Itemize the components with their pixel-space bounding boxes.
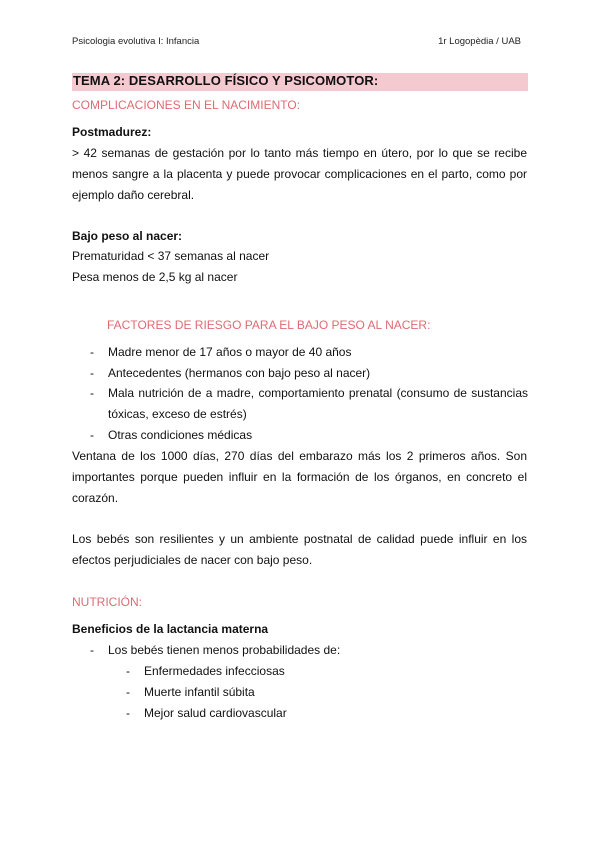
bajo-peso-heading: Bajo peso al nacer:	[72, 229, 183, 243]
bullet-dash: -	[90, 386, 94, 400]
postmadurez-heading: Postmadurez:	[72, 125, 152, 139]
factor-item: Antecedentes (hermanos con bajo peso al nacer)	[108, 366, 371, 380]
resilientes-line-2: efectos perjudiciales de nacer con bajo peso.	[72, 553, 313, 567]
bullet-dash: -	[90, 345, 94, 359]
header-course: Psicologia evolutiva I: Infancia	[72, 36, 200, 47]
sub-bullet-dash: -	[126, 664, 130, 678]
bajo-peso-line-2: Pesa menos de 2,5 kg al nacer	[72, 270, 238, 284]
sub-bullet-dash: -	[126, 685, 130, 699]
nutricion-item: Mejor salud cardiovascular	[144, 706, 287, 720]
nutricion-intro: Los bebés tienen menos probabilidades de:	[108, 643, 341, 657]
sub-bullet-dash: -	[126, 706, 130, 720]
ventana-line-3: corazón.	[72, 491, 119, 505]
factor-item-continued: tóxicas, exceso de estrés)	[108, 407, 247, 421]
resilientes-line-1: Los bebés son resilientes y un ambiente postnatal de calidad puede influir en los	[72, 532, 527, 546]
section-nutricion: NUTRICIÓN:	[72, 595, 142, 609]
postmadurez-line-3: ejemplo daño cerebral.	[72, 188, 195, 202]
nutricion-item: Enfermedades infecciosas	[144, 664, 285, 678]
ventana-line-1: Ventana de los 1000 días, 270 días del embarazo más los 2 primeros años. Son	[72, 449, 527, 463]
page-title: TEMA 2: DESARROLLO FÍSICO Y PSICOMOTOR:	[73, 73, 379, 88]
factor-item: Otras condiciones médicas	[108, 428, 253, 442]
bullet-dash: -	[90, 366, 94, 380]
factor-item: Madre menor de 17 años o mayor de 40 años	[108, 345, 352, 359]
header-degree: 1r Logopèdia / UAB	[438, 36, 521, 47]
bajo-peso-line-1: Prematuridad < 37 semanas al nacer	[72, 249, 270, 263]
postmadurez-line-1: > 42 semanas de gestación por lo tanto más tiempo en útero, por lo que se recibe	[72, 146, 527, 160]
bullet-dash: -	[90, 428, 94, 442]
postmadurez-line-2: menos sangre a la placenta y puede provocar complicaciones en el parto, como por	[72, 167, 527, 181]
section-factores: FACTORES DE RIESGO PARA EL BAJO PESO AL NACER:	[107, 318, 431, 332]
factor-item: Mala nutrición de a madre, comportamiento prenatal (consumo de sustancias	[108, 386, 528, 400]
nutricion-item: Muerte infantil súbita	[144, 685, 255, 699]
bullet-dash: -	[90, 643, 94, 657]
section-complicaciones: COMPLICACIONES EN EL NACIMIENTO:	[72, 98, 301, 112]
ventana-line-2: importantes porque pueden influir en la formación de los órganos, en concreto el	[72, 470, 527, 484]
lactancia-heading: Beneficios de la lactancia materna	[72, 622, 269, 636]
